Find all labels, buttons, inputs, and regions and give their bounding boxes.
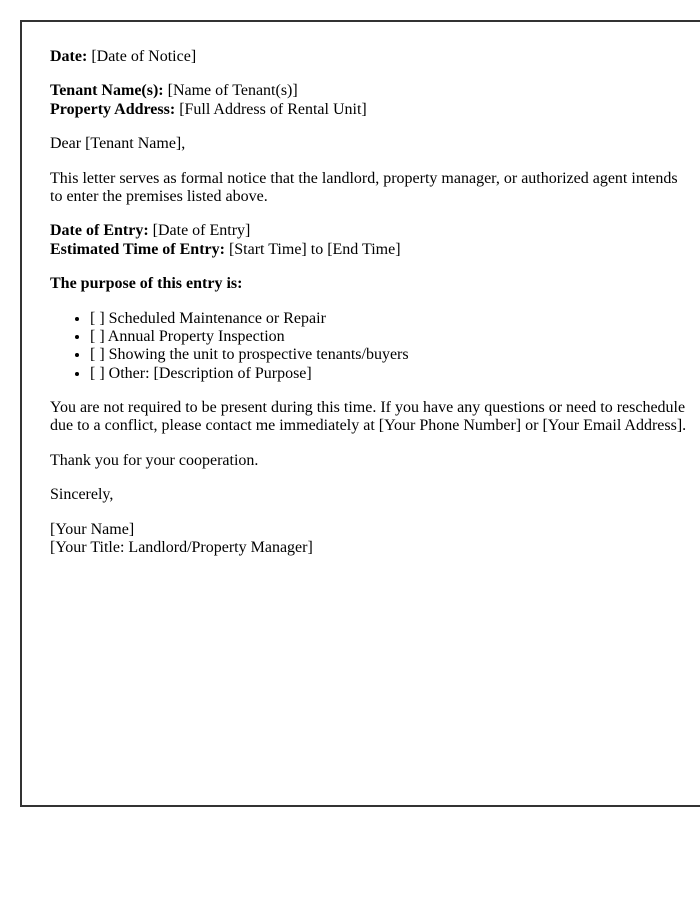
date-of-entry-line xyxy=(50,222,688,240)
date-label: Date: xyxy=(50,48,88,65)
checkbox-placeholder: [ ] xyxy=(90,309,105,327)
date-of-entry-value: [Date of Entry] xyxy=(152,222,251,240)
purpose-option-other xyxy=(90,365,688,383)
purpose-option-inspection xyxy=(90,328,688,346)
salutation: Dear [Tenant Name], xyxy=(50,135,186,153)
checkbox-placeholder: [ ] xyxy=(90,327,105,345)
intro-paragraph: This letter serves as formal notice that the landlord, property manager, or authorized agent intends to enter the premises listed above. xyxy=(50,169,678,205)
tenant-name-label: Tenant Name(s): xyxy=(50,82,164,100)
time-of-entry-line xyxy=(50,241,688,259)
date-value: [Date of Notice] xyxy=(91,48,197,65)
signature-title: [Your Title: Landlord/Property Manager] xyxy=(50,539,313,557)
signature-block xyxy=(50,521,688,558)
purpose-option-label: Scheduled Maintenance or Repair xyxy=(108,309,326,327)
property-address-value: [Full Address of Rental Unit] xyxy=(179,100,367,118)
time-of-entry-value: [Start Time] to [End Time] xyxy=(228,240,401,258)
property-address-line xyxy=(50,101,688,119)
signature-name: [Your Name] xyxy=(50,520,135,538)
date-of-entry-label: Date of Entry: xyxy=(50,222,149,240)
purpose-heading: The purpose of this entry is: xyxy=(50,275,243,293)
checkbox-placeholder: [ ] xyxy=(90,364,105,382)
purpose-option-showing xyxy=(90,346,688,364)
purpose-options-list xyxy=(50,310,688,384)
date-line xyxy=(50,48,688,66)
entry-details-block xyxy=(50,222,688,259)
tenant-name-line xyxy=(50,82,688,100)
presence-note-paragraph: You are not required to be present during this time. If you have any questions or need to reschedule due to a conflict, please contact me immediately at [Your Phone Number] or [Your Email Address]. xyxy=(50,399,687,435)
thanks-line: Thank you for your cooperation. xyxy=(50,451,259,469)
purpose-option-label: Showing the unit to prospective tenants/buyers xyxy=(108,346,409,364)
tenant-property-block xyxy=(50,82,688,119)
purpose-option-label: Other: [Description of Purpose] xyxy=(108,364,312,382)
closing-line: Sincerely, xyxy=(50,486,114,504)
tenant-name-value: [Name of Tenant(s)] xyxy=(167,82,298,100)
time-of-entry-label: Estimated Time of Entry: xyxy=(50,240,225,258)
property-address-label: Property Address: xyxy=(50,100,176,118)
purpose-option-maintenance xyxy=(90,310,688,328)
checkbox-placeholder: [ ] xyxy=(90,346,105,364)
letter-page xyxy=(20,20,700,807)
purpose-option-label: Annual Property Inspection xyxy=(107,327,285,345)
